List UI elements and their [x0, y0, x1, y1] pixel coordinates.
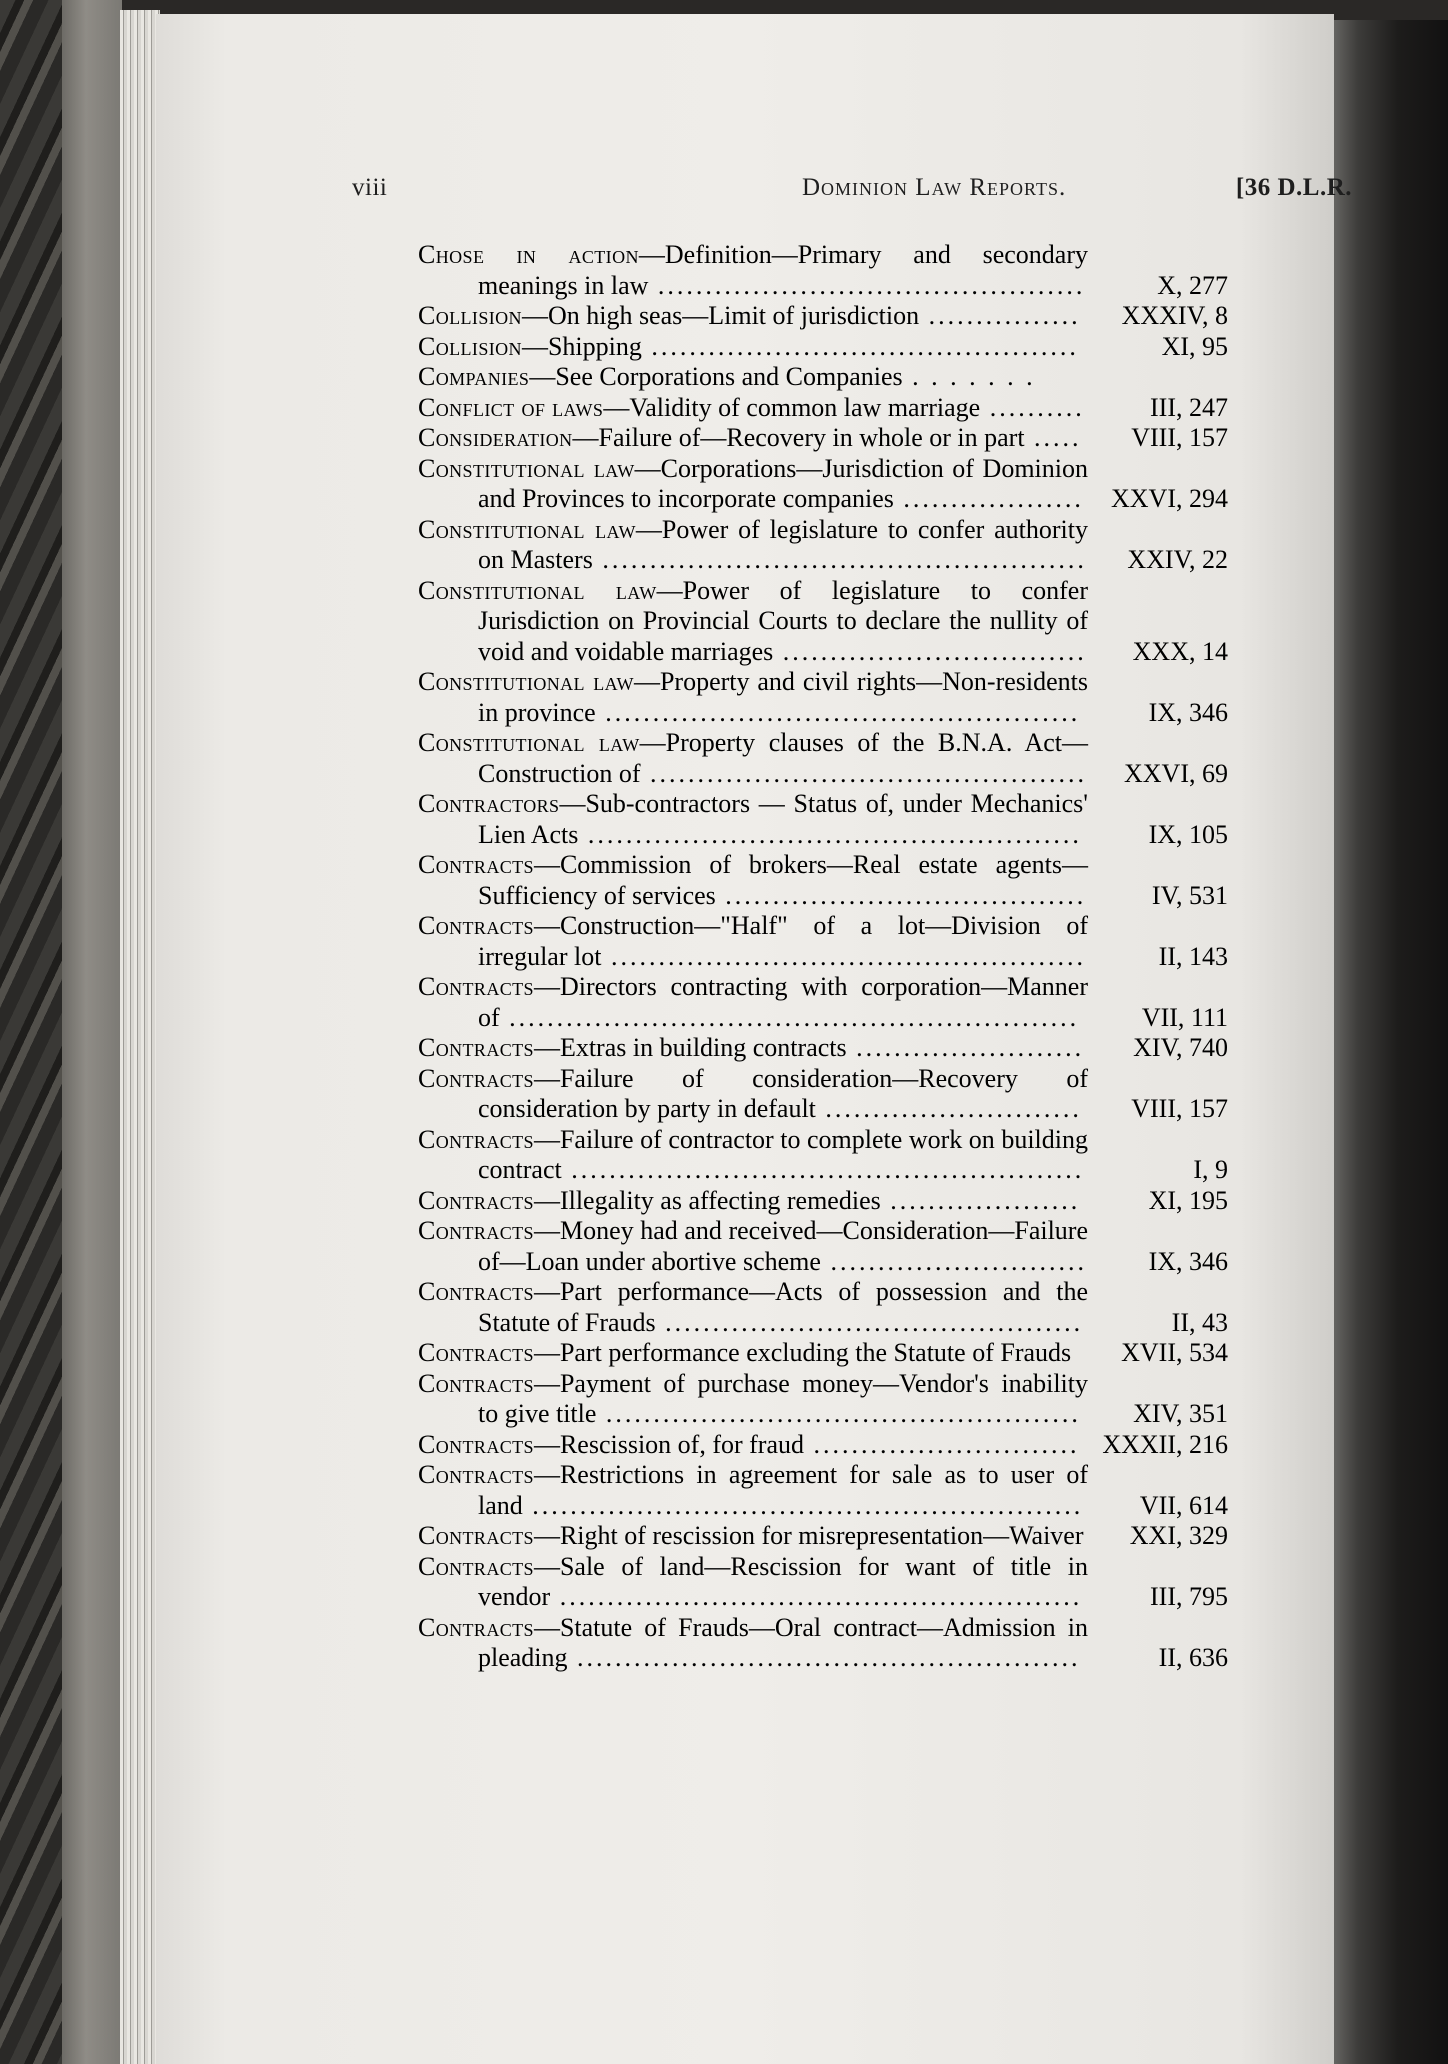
index-entry	[358, 454, 1228, 515]
leader-dots: ..........	[980, 392, 1085, 422]
entry-description: —Rescission of, for fraud	[533, 1429, 805, 1459]
entry-description: —Part performance excluding the Statute of Frauds	[533, 1338, 1072, 1367]
entry-description: —Property clauses of the B.N.A. Act—Construction of	[478, 728, 1088, 788]
leader-dots: .............................................	[641, 331, 1079, 361]
index-entry	[358, 1430, 1228, 1461]
index-entry	[358, 301, 1228, 332]
page-number: viii	[352, 174, 388, 201]
entry-heading: Constitutional law	[418, 667, 634, 696]
volume-page-reference: XXI, 329	[1129, 1521, 1228, 1550]
leader-dots: ..........................................................	[522, 1490, 1084, 1520]
entry-description: —Power of legislature to confer authority on Masters	[478, 514, 1088, 574]
index-entry	[358, 1460, 1228, 1521]
entry-heading: Contracts	[418, 1063, 534, 1093]
book-block-edge	[1328, 20, 1448, 2064]
index-entry	[358, 1064, 1228, 1125]
entry-description: —Extras in building contracts	[533, 1033, 847, 1062]
volume-page-reference: II, 143	[1158, 941, 1228, 971]
volume-page-reference: IX, 346	[1148, 1246, 1228, 1276]
entry-heading: Contracts	[418, 972, 534, 1001]
entry-description: —See Corporations and Companies	[529, 362, 903, 391]
volume-page-reference: III, 247	[1150, 392, 1228, 422]
index-entry	[358, 1186, 1228, 1217]
entry-description: —Failure of contractor to complete work on building contract	[478, 1124, 1088, 1184]
index-entry	[358, 1277, 1228, 1338]
index-entry	[358, 1369, 1228, 1430]
volume-page-reference: XI, 95	[1161, 331, 1228, 361]
volume-page-reference: XIV, 740	[1133, 1033, 1228, 1062]
entry-heading: Collision	[418, 301, 522, 330]
leader-dots: .......................................................	[550, 1582, 1083, 1611]
index-entries	[358, 240, 1228, 1674]
index-entry	[358, 1338, 1228, 1369]
index-entry	[358, 911, 1228, 972]
entry-description: —Part performance—Acts of possession and the Statute of Frauds	[478, 1277, 1088, 1337]
entry-heading: Contracts	[418, 1460, 534, 1489]
entry-heading: Contracts	[418, 1551, 534, 1581]
leader-dots: . . . . . . .	[902, 362, 1036, 391]
volume-page-reference: XVII, 534	[1121, 1338, 1228, 1367]
entry-heading: Constitutional law	[418, 514, 636, 544]
volume-page-reference: II, 43	[1171, 1307, 1228, 1337]
index-entry	[358, 1552, 1228, 1613]
leader-dots: ......................................	[715, 880, 1087, 910]
volume-page-reference: IV, 531	[1151, 880, 1228, 910]
leader-dots: ....................................................	[578, 819, 1082, 849]
index-entry	[358, 667, 1228, 728]
volume-page-reference: XIV, 351	[1133, 1399, 1228, 1428]
entry-heading: Contracts	[418, 1216, 534, 1245]
marbled-endpaper	[0, 0, 62, 2064]
volume-page-reference: VII, 111	[1141, 1002, 1228, 1032]
entry-description: —Right of rescission for misrepresentation—Waiver	[533, 1521, 1084, 1550]
leader-dots: ............................................	[655, 1307, 1084, 1337]
entry-heading: Constitutional law	[418, 453, 635, 483]
running-title: Dominion Law Reports.	[802, 174, 1067, 201]
leader-dots: ...........................	[820, 1246, 1087, 1276]
entry-description: —Construction—"Half" of a lot—Division of irregular lot	[478, 911, 1088, 971]
entry-description: —Failure of consideration—Recovery of consideration by party in default	[478, 1063, 1088, 1123]
leader-dots: .....................................................	[567, 1643, 1081, 1672]
index-entry	[358, 240, 1228, 301]
leader-dots: ......................................................	[561, 1155, 1085, 1184]
leader-dots: ...................................................	[592, 545, 1087, 574]
entry-description: —Sale of land—Rescission for want of title in vendor	[478, 1551, 1088, 1611]
leader-dots: ....................	[880, 1185, 1081, 1215]
entry-heading: Contracts	[418, 1368, 534, 1398]
index-entry	[358, 423, 1228, 454]
entry-description: —Money had and received—Consideration—Failure of—Loan under abortive scheme	[478, 1216, 1088, 1276]
index-entry	[358, 728, 1228, 789]
volume-reference: [36 D.L.R.	[1235, 174, 1352, 201]
volume-page-reference: XXX, 14	[1132, 636, 1228, 666]
volume-page-reference: X, 277	[1157, 270, 1228, 300]
entry-heading: Contracts	[418, 1185, 534, 1215]
leader-dots: ............................	[804, 1429, 1080, 1459]
leader-dots: ................................	[773, 636, 1087, 666]
entry-heading: Consideration	[418, 423, 573, 452]
volume-page-reference: VII, 614	[1139, 1490, 1228, 1520]
entry-description: —Illegality as affecting remedies	[533, 1185, 881, 1215]
entry-heading: Contracts	[418, 1429, 534, 1459]
entry-heading: Contracts	[418, 1124, 534, 1154]
page-edges	[120, 10, 160, 2064]
entry-heading: Collision	[418, 331, 522, 361]
volume-page-reference: XXXIV, 8	[1121, 301, 1228, 330]
volume-page-reference: XXVI, 69	[1124, 758, 1228, 788]
entry-heading: Chose in action	[418, 240, 639, 269]
entry-description: —Restrictions in agreement for sale as to user of land	[478, 1460, 1088, 1520]
volume-page-reference: XXVI, 294	[1111, 484, 1228, 513]
index-entry	[358, 1216, 1228, 1277]
index-entry	[358, 393, 1228, 424]
volume-page-reference: III, 795	[1150, 1582, 1228, 1611]
volume-page-reference: XI, 195	[1148, 1185, 1228, 1215]
entry-description: —Shipping	[521, 331, 642, 361]
volume-page-reference: I, 9	[1193, 1155, 1228, 1184]
leader-dots: ..............................................	[640, 758, 1087, 788]
leader-dots: .....	[1024, 423, 1082, 452]
entry-description: —Payment of purchase money—Vendor's inability to give title	[478, 1368, 1088, 1428]
entry-heading: Companies	[418, 362, 530, 391]
entry-heading: Contracts	[418, 1033, 534, 1062]
entry-heading: Conflict of laws	[418, 392, 604, 422]
index-entry	[358, 1125, 1228, 1186]
entry-description: —Commission of brokers—Real estate agents—Sufficiency of services	[478, 850, 1088, 910]
leader-dots: ...........................	[815, 1094, 1082, 1123]
entry-heading: Contracts	[418, 1612, 534, 1642]
index-entry	[358, 850, 1228, 911]
entry-description: —Sub-contractors — Status of, under Mechanics' Lien Acts	[478, 789, 1088, 849]
leader-dots: ..................................................	[595, 697, 1081, 727]
index-entry	[358, 1613, 1228, 1674]
entry-description: —Statute of Frauds—Oral contract—Admission in pleading	[478, 1612, 1088, 1672]
entry-heading: Constitutional law	[418, 728, 640, 757]
index-entry	[358, 332, 1228, 363]
entry-description: —Power of legislature to confer Jurisdiction on Provincial Courts to declare the nullity of void and voidable marriages	[478, 575, 1088, 666]
volume-page-reference: XXXII, 216	[1102, 1429, 1228, 1459]
entry-heading: Contracts	[418, 911, 534, 940]
index-entry	[358, 1033, 1228, 1064]
entry-description: —Corporations—Jurisdiction of Dominion and Provinces to incorporate companies	[478, 453, 1088, 513]
entry-heading: Contracts	[418, 1338, 534, 1367]
entry-description: —Validity of common law marriage	[603, 392, 981, 422]
entry-heading: Constitutional law	[418, 575, 657, 605]
index-entry	[358, 972, 1228, 1033]
leader-dots: .............................................	[648, 270, 1086, 300]
entry-description: —On high seas—Limit of jurisdiction	[521, 301, 920, 330]
leader-dots: ...................	[893, 484, 1084, 513]
entry-description: —Property and civil rights—Non-residents in province	[478, 667, 1088, 727]
entry-heading: Contracts	[418, 850, 534, 879]
volume-page-reference: VIII, 157	[1131, 1094, 1228, 1123]
leader-dots: ........................	[846, 1033, 1085, 1062]
entry-description: —Directors contracting with corporation—Manner of	[478, 972, 1088, 1032]
leader-dots: ..................................................	[601, 941, 1086, 971]
index-entry	[358, 1521, 1228, 1552]
volume-page-reference: VIII, 157	[1131, 423, 1228, 452]
index-entry	[358, 576, 1228, 668]
entry-heading: Contracts	[418, 1521, 534, 1550]
leader-dots: ............................................................	[499, 1002, 1080, 1032]
leader-dots: ..................................................	[596, 1399, 1081, 1428]
entry-heading: Contractors	[418, 789, 560, 818]
entry-description: —Failure of—Recovery in whole or in part	[572, 423, 1025, 452]
volume-page-reference: II, 636	[1158, 1643, 1228, 1672]
entry-heading: Contracts	[418, 1277, 534, 1306]
volume-page-reference: XXIV, 22	[1127, 545, 1228, 574]
index-entry	[358, 362, 1228, 393]
volume-page-reference: IX, 346	[1148, 697, 1228, 727]
book-spine-shadow	[62, 0, 122, 2064]
running-head	[352, 174, 1352, 214]
index-entry	[358, 515, 1228, 576]
volume-page-reference: IX, 105	[1148, 819, 1228, 849]
index-entry	[358, 789, 1228, 850]
entry-description: —Definition—Primary and secondary meanings in law	[478, 240, 1088, 300]
leader-dots: ................	[919, 301, 1081, 330]
